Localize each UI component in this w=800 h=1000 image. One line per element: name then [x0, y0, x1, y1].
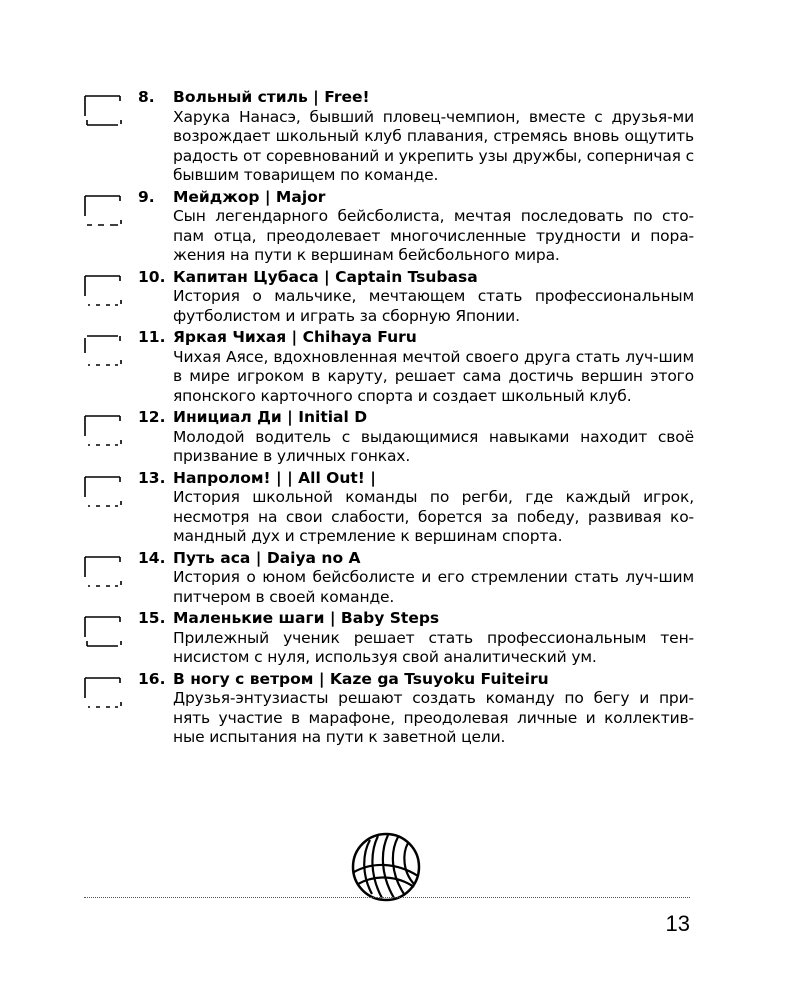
item-number: 9.: [138, 187, 155, 206]
item-title: Яркая Чихая | Chihaya Furu: [173, 328, 417, 346]
item-title: Путь аса | Daiya no A: [173, 548, 361, 567]
list-item: [84, 408, 694, 467]
item-title: Инициал Ди | Initial D: [173, 408, 368, 426]
list-item: [84, 88, 694, 186]
checkbox[interactable]: [84, 413, 122, 447]
list-item: [84, 268, 694, 327]
footer-divider: [84, 897, 690, 898]
item-description: Сын легендарного бейсболиста, мечтая последовать по сто-пам отца, преодолевает многочисленные трудности и пора-жения на пути к вершинам бейсбольного мира.: [173, 207, 694, 264]
anime-checklist: [84, 88, 694, 750]
item-number: 15.: [138, 609, 166, 627]
checkbox[interactable]: [84, 554, 122, 588]
item-title: Напролом! | | All Out! |: [173, 468, 376, 487]
checkbox[interactable]: [84, 474, 122, 508]
item-title: Маленькие шаги | Baby Steps: [173, 609, 440, 627]
item-number: 10.: [138, 267, 166, 286]
item-description: Друзья-энтузиасты решают создать команду по бегу и при-нять участие в марафоне, преодолевая личные и коллектив-ные испытания на пути к заветной цели.: [173, 689, 694, 746]
item-title: Капитан Цубаса | Captain Tsubasa: [173, 267, 478, 286]
item-description: Молодой водитель с выдающимися навыками находит своё призвание в уличных гонках.: [173, 427, 694, 465]
list-item: [84, 328, 694, 406]
checkbox[interactable]: [84, 333, 122, 367]
list-item: [84, 670, 694, 748]
list-item: [84, 188, 694, 266]
item-number: 12.: [138, 408, 166, 426]
item-title: Мейджор | Major: [173, 187, 326, 206]
item-number: 16.: [138, 669, 166, 688]
checkbox[interactable]: [84, 93, 122, 127]
list-item: [84, 549, 694, 608]
item-number: 13.: [138, 468, 166, 487]
list-item: [84, 609, 694, 668]
item-number: 11.: [138, 328, 166, 346]
item-number: 14.: [138, 548, 166, 567]
item-description: Харука Нанасэ, бывший пловец-чемпион, вместе с друзья-ми возрождает школьный клуб плавания, стремясь вновь ощутить радость от соревнований и укрепить узы дружбы, соперничая с бывшим товарищем по команде.: [173, 107, 694, 184]
item-title: В ногу с ветром | Kaze ga Tsuyoku Fuiteiru: [173, 669, 549, 688]
item-description: История о мальчике, мечтающем стать профессиональным футболистом и играть за сборную Японии.: [173, 287, 694, 325]
checkbox[interactable]: [84, 193, 122, 227]
item-number: 8.: [138, 88, 155, 106]
list-item: [84, 469, 694, 547]
checkbox[interactable]: [84, 614, 122, 648]
volleyball-icon: [348, 832, 424, 902]
item-title: Вольный стиль | Free!: [173, 88, 370, 106]
item-description: История школьной команды по регби, где каждый игрок, несмотря на свои слабости, борется за победу, развивая ко-мандный дух и стремление к вершинам спорта.: [173, 488, 694, 545]
checkbox[interactable]: [84, 273, 122, 307]
item-description: Прилежный ученик решает стать профессиональным тен-нисистом с нуля, используя свой аналитический ум.: [173, 628, 694, 666]
item-description: История о юном бейсболисте и его стремлении стать луч-шим питчером в своей команде.: [173, 568, 694, 606]
item-description: Чихая Аясе, вдохновленная мечтой своего друга стать луч-шим в мире игроком в каруту, решает сама достичь вершин этого японского карточного спорта и создает школьный клуб.: [173, 347, 694, 405]
page-number: 13: [665, 911, 690, 936]
checkbox[interactable]: [84, 675, 122, 709]
